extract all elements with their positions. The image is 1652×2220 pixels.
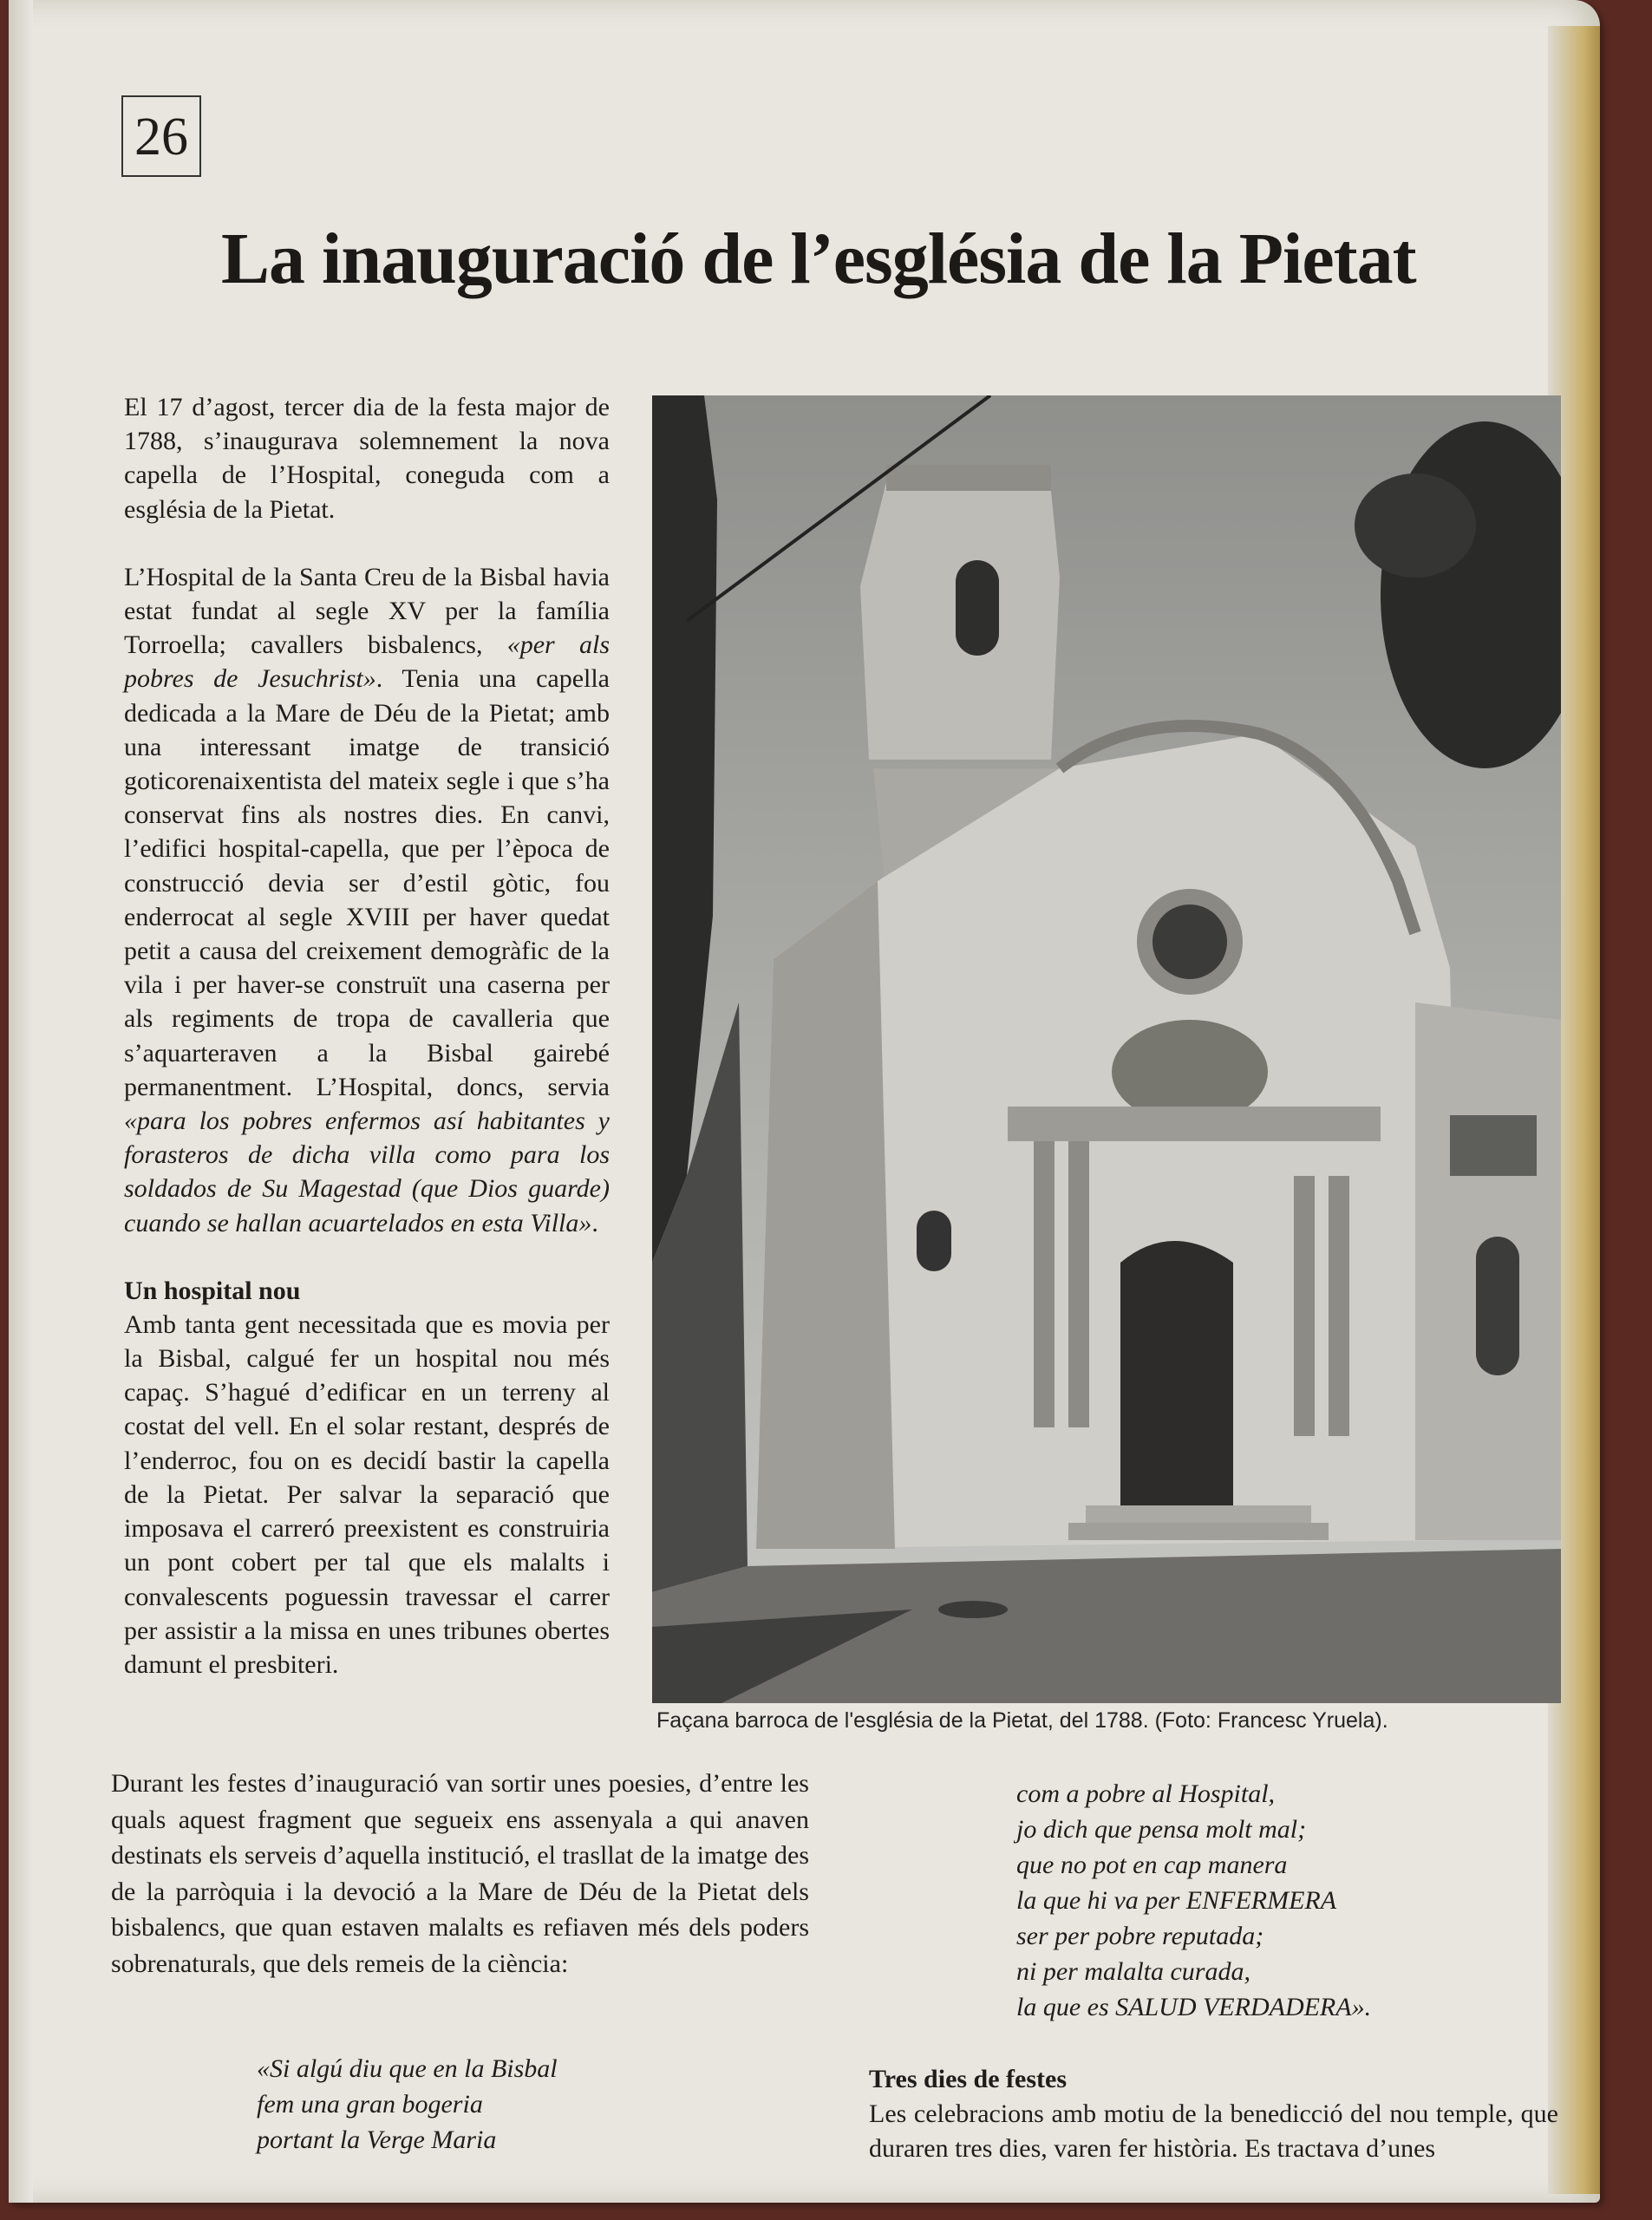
paragraph-text: . [591, 1208, 598, 1237]
paragraph-celebrations: Les celebracions amb motiu de la benedicció del nou temple, que duraren tres dies, varen fer història. Es tractava d’unes [869, 2099, 1558, 2163]
poem-line: ser per pobre reputada; [1016, 1922, 1264, 1950]
poem-line: la que hi va per ENFERMERA [1016, 1886, 1337, 1915]
paragraph-text: . Tenia una capella dedicada a la Mare de Déu de la Pietat; amb una interessant imatge de transició goticorenaixentista del mateix segle i que s’ha conservat fins als nostres dies. En canvi, l’edifici hospital-capella, que per l’època de construcció devia ser d’estil gòtic, fou enderrocat al segle XVIII per haver quedat petit a causa del creixement demogràfic de la vila i per haver-se construït una caserna per als regiments de tropa de cavalleria que s’aquarteraven a la Bisbal gairebé permanentment. L’Hospital, doncs, servia [124, 664, 610, 1101]
paragraph-hospital-history [124, 560, 610, 1240]
poem-fragment-end [1016, 1776, 1502, 2025]
subheading-tres-dies: Tres dies de festes [869, 2065, 1068, 2093]
church-facade-photo [652, 395, 1561, 1703]
article-title: La inauguració de l’església de la Pietat [221, 219, 1416, 299]
poem-line: que no pot en cap manera [1016, 1851, 1288, 1879]
poem-line: jo dich que pensa molt mal; [1016, 1815, 1307, 1844]
poem-line: com a pobre al Hospital, [1016, 1779, 1276, 1808]
page-gutter-edge [9, 0, 33, 2203]
left-column [124, 390, 610, 1681]
photo-caption: Façana barroca de l'església de la Pietat, del 1788. (Foto: Francesc Yruela). [656, 1708, 1388, 1733]
poem-line: ni per malalta curada, [1016, 1957, 1250, 1986]
paragraph-intro: El 17 d’agost, tercer dia de la festa major de 1788, s’inaugurava solemnement la nova capella de l’Hospital, coneguda com a església de la Pietat. [124, 393, 610, 524]
page-number: 26 [121, 95, 201, 177]
lower-right-column [869, 2062, 1558, 2166]
poem-line: portant la Verge Maria [257, 2125, 497, 2154]
paragraph-text: L’Hospital de la Santa Creu de la Bisbal havia estat fundat al segle XV per la família Torroella; cavallers bisbalencs, [124, 562, 610, 660]
poem-line: «Si algú diu que en la Bisbal [257, 2054, 558, 2083]
subheading-hospital-nou: Un hospital nou [124, 1276, 301, 1305]
quote-text: «per als pobres de Jesuchrist» [124, 630, 610, 694]
poem-line: la que es SALUD VERDADERA». [1016, 1993, 1372, 2021]
paragraph-new-hospital: Amb tanta gent necessitada que es movia per la Bisbal, calgué fer un hospital nou més capaç. S’hagué d’edificar en un terreny al costat del vell. En el solar restant, després de l’enderroc, fou on es decidí bastir la capella de la Pietat. Per salvar la separació que imposava el carreró preexistent es construiria un pont cobert per tal que els malalts i convalescents poguessin travessar el carrer per assistir a la missa en unes tribunes obertes damunt el presbiteri. [124, 1309, 610, 1679]
paragraph-poems-intro: Durant les festes d’inauguració van sortir unes poesies, d’entre les quals aquest fragment que segueix ens assenyala a qui anaven destinats els serveis d’aquella institució, el trasllat de la imatge des de la parròquia i la devoció a la Mare de Déu de la Pietat dels bisbalencs, que quan estaven malalts es refiaven més dels poders sobrenaturals, que dels remeis de la ciència: [111, 1769, 809, 1978]
poem-line: fem una gran bogeria [257, 2090, 483, 2119]
lower-left-column [111, 1766, 809, 1982]
quote-text: «para los pobres enfermos así habitantes y forasteros de dicha villa como para los soldados de Su Magestad (que Dios guarde) cuando se hallan acuartelados en esta Villa» [124, 1107, 610, 1237]
poem-fragment-start [257, 2051, 690, 2158]
